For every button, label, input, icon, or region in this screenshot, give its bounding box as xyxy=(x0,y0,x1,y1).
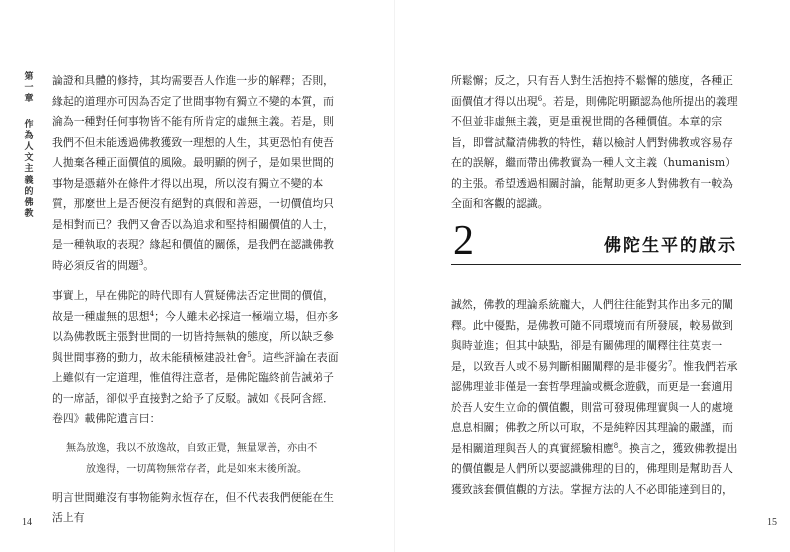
paragraph: 論證和具體的修持，其均需要吾人作進一步的解釋；否則，緣起的道理亦可因為否定了世間事物有獨立不變的本質，而淪為一種對任何事物皆不能有所肯定的虛無主義。若是，則我們不但未能透過佛教獲致一理想的人生，其更恐怕有使吾人拋棄各種正面價值的風險。最明顯的例子，是如果世間的事物是憑藉外在條件才得以出現，所以沒有獨立不變的本質，那麼世上是否便沒有絕對的真假和善惡，一切價值均只是相對而已？我們又會否以為追求和堅持相關價值的人士，是一種執取的表現？緣起和價值的關係，是我們在認識佛教時必須反省的問題$^3$。 xyxy=(52,74,335,272)
paragraph: 所鬆懈；反之，只有吾人對生活抱持不鬆懈的態度，各種正面價值才得以出現$^6$。若是，則佛陀明顯認為他所提出的義理不但並非虛無主義，更是重視世間的各種價值。本章的宗旨，即嘗試釐清佛教的特性，藉以檢討人們對佛教或容易存在的誤解，繼而帶出佛教實為一種人文主義（humanism）的主張。希望透過相關討論，能幫助更多人對佛教有一較為全面和客觀的認識。 xyxy=(451,74,738,210)
runner-title-char: 教 xyxy=(24,209,34,220)
section-heading xyxy=(451,218,741,265)
paragraph: 明言世間雖沒有事物能夠永恆存在，但不代表我們便能在生活上有 xyxy=(52,490,335,524)
runner-chapter-char: 一 xyxy=(24,83,34,94)
runner-title-char: 義 xyxy=(24,175,34,186)
runner-title-char: 作 xyxy=(24,119,34,130)
block-quote xyxy=(66,438,338,480)
runner-title-char: 文 xyxy=(24,153,34,164)
runner-title-char: 為 xyxy=(24,130,34,141)
section-number: 2 xyxy=(453,218,474,264)
footnote-ref[interactable]: 5 xyxy=(247,350,252,359)
footnote-ref[interactable]: 7 xyxy=(667,359,673,368)
quote-line: 放逸得，一切萬物無常存者，此是如來末後所說。 xyxy=(86,463,308,475)
paragraph: 事實上，早在佛陀的時代即有人質疑佛法否定世間的價值，故是一種虛無的思想$^4$；今人雖未必採這一極端立場，但亦多以為佛教既主張對世間的一切皆持無執的態度，所以缺乏參與世間事務的動力，故未能積極建設社會$^5$。這些評論在表面上雖似有一定道理，惟值得注意者，是佛陀臨終前告誡弟子的一席話，卻似乎直接對之給予了反駁。誠如《長阿含經．卷四》載佛陀遺言曰： xyxy=(52,289,339,425)
footnote-ref[interactable]: 4 xyxy=(149,309,155,318)
runner-title-char: 佛 xyxy=(24,198,34,209)
page-number: 15 xyxy=(767,517,777,528)
running-head-vertical xyxy=(22,72,36,220)
section-title: 佛陀生平的啟示 xyxy=(604,236,737,256)
footnote-ref[interactable]: 6 xyxy=(537,94,543,103)
footnote-ref[interactable]: 8 xyxy=(613,441,619,450)
left-body-text xyxy=(52,71,342,529)
runner-title-char: 的 xyxy=(24,186,34,197)
footnote-ref[interactable]: 3 xyxy=(138,258,144,267)
right-page xyxy=(395,0,790,552)
paragraph: 誠然，佛教的理論系統龐大，人們往往能對其作出多元的闡釋。此中優點，是佛教可隨不同環境而有所發展，較易做到與時並進；但其中缺點，卻是有關佛理的闡釋往往莫衷一是，以致吾人或不易判斷相關闡釋的是非優劣$^7$。惟我們若承認佛理並非僅是一套哲學理論或概念遊戲，而更是一套適用於吾人安生立命的價值觀，則當可發現佛理實與一人的處境息息相關；佛教之所以可取，不是純粹因其理論的嚴謹，而是相關道理與吾人的真實經驗相應$^8$。換言之，獲致佛教提出的價值觀是人們所以要認識佛理的目的，佛理則是幫助吾人獲致該套價值觀的方法。掌握方法的人不必即能達到目的， xyxy=(451,298,738,496)
runner-chapter-char: 第 xyxy=(24,72,34,82)
runner-title-char: 人 xyxy=(24,142,34,153)
quote-line: 無為放逸，我以不放逸故，自致正覺，無量眾善，亦由不 xyxy=(66,442,318,454)
page-number: 14 xyxy=(22,517,32,528)
runner-chapter-char: 章 xyxy=(24,94,34,105)
runner-title-char: 主 xyxy=(24,164,34,175)
